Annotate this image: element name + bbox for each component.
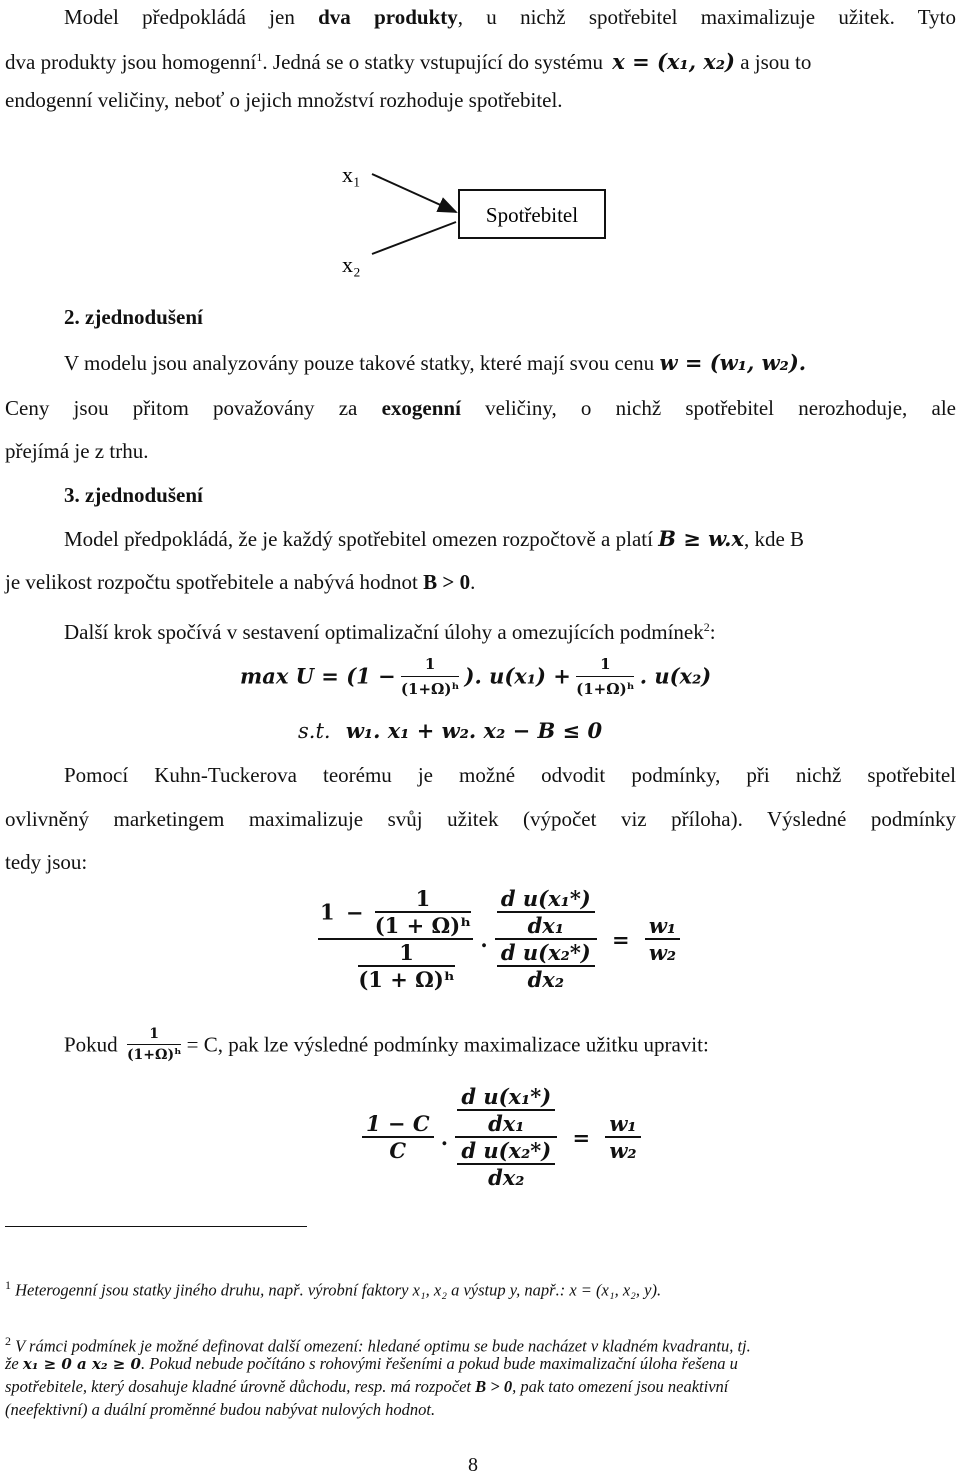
fraction: [362, 1111, 434, 1163]
para-line-1: Pomocí Kuhn-Tuckerova teorému je možné odvodit podmínky, při nichž spotřebitel: [64, 763, 956, 787]
footnote-mark: 1: [5, 1278, 11, 1292]
math: =: [572, 1124, 591, 1150]
text: je velikost rozpočtu spotřebitele a nabývá hodnot: [5, 570, 424, 594]
intro-line-3: endogenní veličiny, neboť o jejich množství rozhoduje spotřebitel.: [5, 88, 563, 112]
math: . u(x₂): [639, 663, 712, 689]
fraction-numerator: 1 − C: [362, 1111, 434, 1138]
fraction-denominator: w₂: [648, 940, 677, 965]
text: :: [709, 620, 716, 644]
math: s.t.: [298, 719, 331, 743]
fraction-denominator: [495, 940, 597, 992]
fraction: [497, 940, 595, 992]
emphasis-text: B > 0: [423, 570, 471, 594]
section3-line-3: [64, 614, 716, 645]
section2-line-3: přejímá je z trhu.: [5, 439, 149, 463]
fraction-numerator: 1: [358, 940, 454, 967]
fraction-derivative: [455, 1084, 557, 1190]
fraction-denominator: dx₁: [527, 913, 565, 938]
emphasis-text: B > 0: [475, 1377, 513, 1396]
fraction-big: [318, 886, 473, 992]
emphasis-text: dva produkty: [318, 5, 458, 29]
fraction-numerator: w₁: [645, 913, 680, 940]
fraction: [375, 886, 471, 938]
fraction: [457, 1138, 555, 1190]
math-inline: x = (x₁, x₂): [612, 49, 735, 74]
section-heading-3: 3. zjednodušení: [64, 483, 203, 507]
fraction-denominator: [455, 1138, 557, 1190]
fraction-numerator: 1: [375, 886, 471, 913]
fraction-denominator: dx₂: [527, 967, 565, 992]
fraction-numerator: [495, 886, 597, 940]
text: = C, pak lze výsledné podmínky maximalizace užitku upravit:: [181, 1032, 709, 1057]
fraction-denominator: (1 + Ω)ʰ: [374, 913, 472, 938]
footnote-text: (neefektivní) a duální proměnné budou nabývat nulových hodnot.: [5, 1400, 436, 1419]
footnote-text: V rámci podmínek je možné definovat další omezení: hledané optimu se bude nacházet v kladném kvadrantu, tj.: [11, 1336, 751, 1356]
math-inline: B ≥ w.x: [658, 526, 744, 551]
pokud-line: [64, 1024, 709, 1065]
emphasis-text: exogenní: [381, 396, 461, 420]
equation-conditions: [318, 886, 680, 992]
fraction-denominator: dx₂: [488, 1165, 525, 1190]
text: veličiny, o nichž spotřebitel nerozhoduje, ale: [460, 396, 956, 420]
footnote-text: , pak tato omezení jsou neaktivní: [512, 1377, 729, 1396]
intro-line-1: [64, 4, 956, 30]
footnote-text: spotřebitele, který dosahuje kladné úrovně důchodu, resp. má rozpočet: [5, 1377, 476, 1396]
fraction-prices: [645, 913, 680, 965]
footnote-2-line-3: [5, 1376, 728, 1398]
fraction: [457, 1084, 555, 1136]
equation-constraint: [298, 718, 602, 744]
equation-objective: [240, 652, 711, 701]
fraction-numerator: 1: [127, 1024, 181, 1045]
fraction: [576, 652, 634, 701]
fraction-numerator: 1: [401, 652, 459, 677]
math-inline: x₁ ≥ 0 a x₂ ≥ 0: [22, 1355, 141, 1373]
footnote-2-line-2: [5, 1353, 738, 1375]
fraction-numerator: d u(x₁*): [497, 886, 595, 913]
fraction-derivative: [495, 886, 597, 992]
fraction: [401, 652, 459, 701]
footnote-separator: [5, 1226, 307, 1227]
section-heading-2: 2. zjednodušení: [64, 305, 203, 329]
fraction-denominator: (1 + Ω)ʰ: [358, 967, 455, 992]
fraction-numerator: w₁: [605, 1111, 640, 1138]
footnote-text: že: [5, 1354, 23, 1373]
math: =: [612, 926, 630, 952]
section3-line-2: [5, 569, 475, 595]
text: , u nichž spotřebitel maximalizuje užitek. Tyto: [457, 5, 956, 29]
fraction-denominator: [318, 940, 473, 992]
para-line-3: tedy jsou:: [5, 850, 88, 874]
diagram-input-1: x₁: [342, 162, 361, 187]
text: Pokud: [64, 1032, 118, 1057]
footnote-ref: 2: [703, 620, 710, 634]
math: max U = (1 −: [240, 663, 396, 689]
section2-line-1: [64, 350, 806, 376]
arrow-x1: [372, 174, 456, 212]
footnote-ref: 1: [256, 50, 263, 64]
section2-line-2: [5, 395, 956, 421]
text: .: [470, 570, 476, 594]
math-inline: w = (w₁, w₂).: [659, 350, 807, 375]
fraction-numerator: [318, 886, 473, 940]
footnote-1: [5, 1274, 661, 1302]
text: Další krok spočívá v sestavení optimalizační úlohy a omezujících podmínek: [64, 620, 704, 644]
text: Model předpokládá jen: [64, 5, 319, 29]
fraction: [497, 886, 595, 938]
intro-line-2: [5, 44, 956, 75]
diagram-input-2: x₂: [342, 252, 361, 277]
footnote-mark: 2: [5, 1334, 11, 1348]
fraction-numerator: d u(x₁*): [457, 1084, 555, 1111]
text: Ceny jsou přitom považovány za: [5, 396, 382, 420]
fraction-numerator: d u(x₂*): [457, 1138, 555, 1165]
fraction-denominator: C: [389, 1138, 407, 1163]
fraction-denominator: (1+Ω)ʰ: [126, 1047, 182, 1063]
math: −: [345, 899, 364, 925]
equation-conditions-simplified: [362, 1084, 641, 1190]
fraction-numerator: d u(x₂*): [497, 940, 595, 967]
para-line-2: ovlivněný marketingem maximalizuje svůj užitek (výpočet viz příloha). Výsledné podmínky: [5, 807, 956, 831]
fraction-denominator: dx₁: [488, 1111, 525, 1136]
math: ). u(x₁) +: [464, 663, 571, 689]
fraction-numerator: 1: [576, 652, 634, 677]
footnote-text: . Pokud nebude počítáno s rohovými řešeními a pokud bude maximalizační úloha řešena u: [140, 1354, 738, 1373]
text: Model předpokládá, že je každý spotřebitel omezen rozpočtově a platí: [64, 527, 659, 551]
footnote-2-line-4: [5, 1399, 435, 1421]
math: .: [440, 1124, 449, 1150]
fraction-numerator: [455, 1084, 557, 1138]
arrow-x2: [372, 222, 456, 254]
fraction-prices: [605, 1111, 640, 1163]
footnote-text: Heterogenní jsou statky jiného druhu, např. výrobní faktory x₁, x₂ a výstup y, např.: x = (x₁, x₂, y).: [11, 1280, 662, 1300]
fraction: [127, 1024, 181, 1065]
fraction-denominator: (1+Ω)ʰ: [400, 680, 460, 698]
diagram-box-label: Spotřebitel: [485, 203, 579, 227]
math: 1: [320, 899, 335, 925]
text: . Jedná se o statky vstupující do systému: [262, 50, 604, 74]
text: dva produkty jsou homogenní: [5, 50, 257, 74]
fraction: [358, 940, 454, 992]
section3-line-1: [64, 526, 804, 552]
math: w₁. x₁ + w₂. x₂ − B ≤ 0: [345, 718, 603, 743]
fraction-denominator: w₂: [609, 1138, 637, 1163]
text: , kde B: [743, 527, 805, 551]
text: a jsou to: [734, 50, 812, 74]
consumer-diagram: [330, 160, 630, 285]
page-number: 8: [468, 1454, 478, 1476]
math: .: [480, 926, 488, 952]
text: V modelu jsou analyzovány pouze takové statky, které mají svou cenu: [64, 351, 660, 375]
fraction-denominator: (1+Ω)ʰ: [576, 680, 635, 698]
